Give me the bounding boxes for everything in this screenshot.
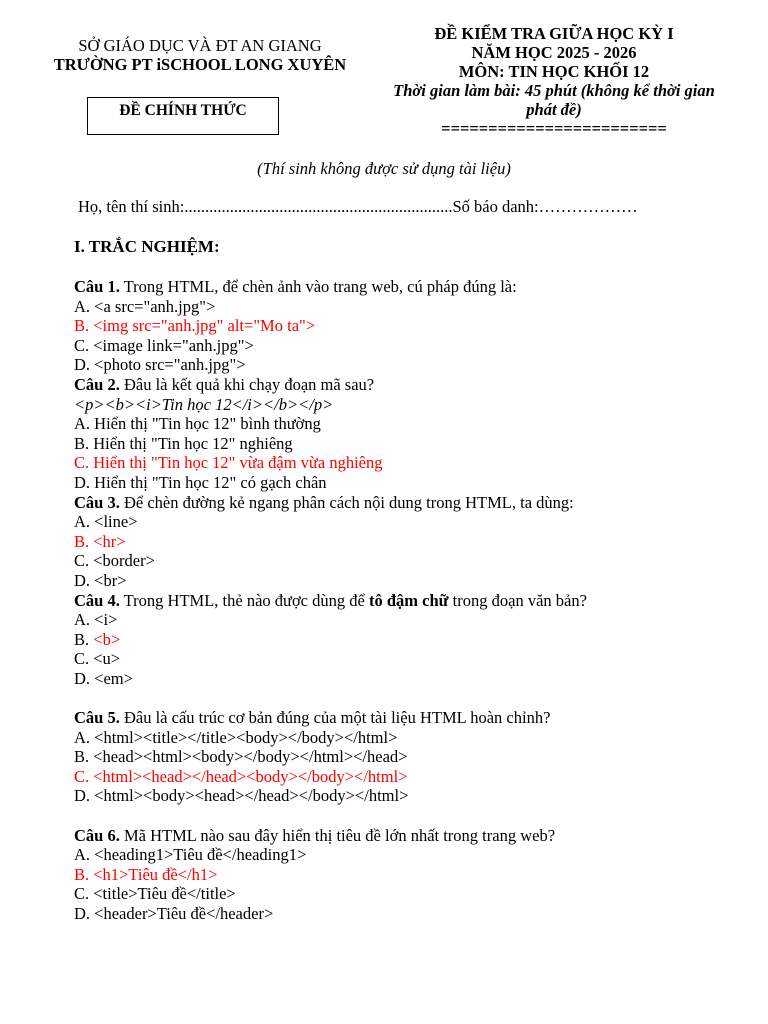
question-4-option-a: A. <i> bbox=[74, 610, 118, 630]
question-5-stem bbox=[74, 708, 734, 728]
exam-note: (Thí sinh không được sử dụng tài liệu) bbox=[257, 159, 511, 178]
time-line-1: Thời gian làm bài: 45 phút (không kể thời gian bbox=[393, 81, 715, 100]
question-5-option-b: B. <head><html><body></body></html></head> bbox=[74, 747, 408, 767]
question-6-option-b-answer: B. <h1>Tiêu đề</h1> bbox=[74, 864, 218, 884]
question-6-option-d: D. <header>Tiêu đề</header> bbox=[74, 904, 274, 923]
question-2-option-d: D. Hiển thị "Tin học 12" có gạch chân bbox=[74, 472, 327, 492]
question-2-option-a: A. Hiển thị "Tin học 12" bình thường bbox=[74, 414, 321, 434]
question-text: trong đoạn văn bản? bbox=[448, 590, 587, 610]
question-text: Trong HTML, thẻ nào được dùng để bbox=[119, 590, 369, 610]
question-2-code: <p><b><i>Tin học 12</i></b></p> bbox=[74, 394, 334, 414]
question-label: Câu 1. bbox=[74, 277, 120, 296]
question-4-option-b bbox=[74, 630, 734, 650]
question-text: Mã HTML nào sau đây hiển thị tiêu đề lớn nhất trong trang web? bbox=[119, 825, 556, 845]
question-3-option-d: D. <br> bbox=[74, 570, 127, 590]
question-4-option-d: D. <em> bbox=[74, 668, 133, 688]
school-year: NĂM HỌC 2025 - 2026 bbox=[471, 43, 637, 62]
question-6-option-a: A. <heading1>Tiêu đề</heading1> bbox=[74, 845, 307, 865]
question-text: Trong HTML, để chèn ảnh vào trang web, cú pháp đúng là: bbox=[119, 277, 517, 296]
question-3-stem bbox=[74, 493, 734, 513]
question-text: Đâu là kết quả khi chạy đoạn mã sau? bbox=[119, 374, 375, 394]
question-5-option-c-answer: C. <html><head></head><body></body></html> bbox=[74, 766, 408, 786]
question-5-option-a: A. <html><title></title><body></body></html> bbox=[74, 727, 398, 747]
question-1-stem bbox=[74, 277, 734, 297]
header-divider: ======================== bbox=[441, 119, 667, 138]
question-label: Câu 4. bbox=[74, 590, 120, 610]
header-left bbox=[40, 36, 360, 74]
question-label: Câu 6. bbox=[74, 825, 120, 845]
question-3-option-a: A. <line> bbox=[74, 512, 138, 532]
question-1-option-d: D. <photo src="anh.jpg"> bbox=[74, 355, 246, 375]
question-text: Đâu là cấu trúc cơ bản đúng của một tài liệu HTML hoàn chỉnh? bbox=[119, 708, 551, 728]
question-2-option-c-answer: C. Hiển thị "Tin học 12" vừa đậm vừa nghiêng bbox=[74, 453, 383, 473]
question-6-stem bbox=[74, 826, 734, 846]
question-list bbox=[74, 277, 734, 924]
option-letter: B. bbox=[74, 629, 94, 649]
header-right bbox=[384, 24, 724, 138]
exam-title: ĐỀ KIỂM TRA GIỮA HỌC KỲ I bbox=[434, 24, 674, 43]
candidate-info-line: Họ, tên thí sinh:.................................................................Số báo danh:……………… bbox=[78, 197, 638, 216]
question-text-bold: tô đậm chữ bbox=[368, 590, 449, 610]
question-4-stem bbox=[74, 591, 734, 611]
question-text: Để chèn đường kẻ ngang phân cách nội dung trong HTML, ta dùng: bbox=[119, 492, 574, 512]
question-4-option-c: C. <u> bbox=[74, 649, 121, 669]
department-name: SỞ GIÁO DỤC VÀ ĐT AN GIANG bbox=[78, 36, 322, 55]
subject: MÔN: TIN HỌC KHỐI 12 bbox=[458, 62, 650, 81]
option-answer-text: <b> bbox=[93, 629, 121, 649]
question-1-option-c: C. <image link="anh.jpg"> bbox=[74, 335, 254, 355]
question-3-option-c: C. <border> bbox=[74, 551, 155, 571]
question-3-option-b-answer: B. <hr> bbox=[74, 531, 126, 551]
school-name: TRƯỜNG PT iSCHOOL LONG XUYÊN bbox=[53, 55, 347, 74]
time-line-2: phát đề) bbox=[526, 100, 582, 119]
question-2-stem bbox=[74, 375, 734, 395]
question-label: Câu 3. bbox=[74, 492, 120, 512]
question-label: Câu 5. bbox=[74, 708, 120, 728]
question-1-option-b-answer: B. <img src="anh.jpg" alt="Mo ta"> bbox=[74, 316, 316, 336]
official-label-box bbox=[87, 97, 279, 135]
question-label: Câu 2. bbox=[74, 374, 120, 394]
official-label: ĐỀ CHÍNH THỨC bbox=[119, 102, 247, 119]
section-title: I. TRẮC NGHIỆM: bbox=[74, 237, 220, 256]
question-5-option-d: D. <html><body><head></head></body></html> bbox=[74, 786, 409, 806]
question-1-option-a: A. <a src="anh.jpg"> bbox=[74, 296, 216, 316]
question-6-option-c: C. <title>Tiêu đề</title> bbox=[74, 884, 236, 904]
question-2-option-b: B. Hiển thị "Tin học 12" nghiêng bbox=[74, 433, 293, 453]
